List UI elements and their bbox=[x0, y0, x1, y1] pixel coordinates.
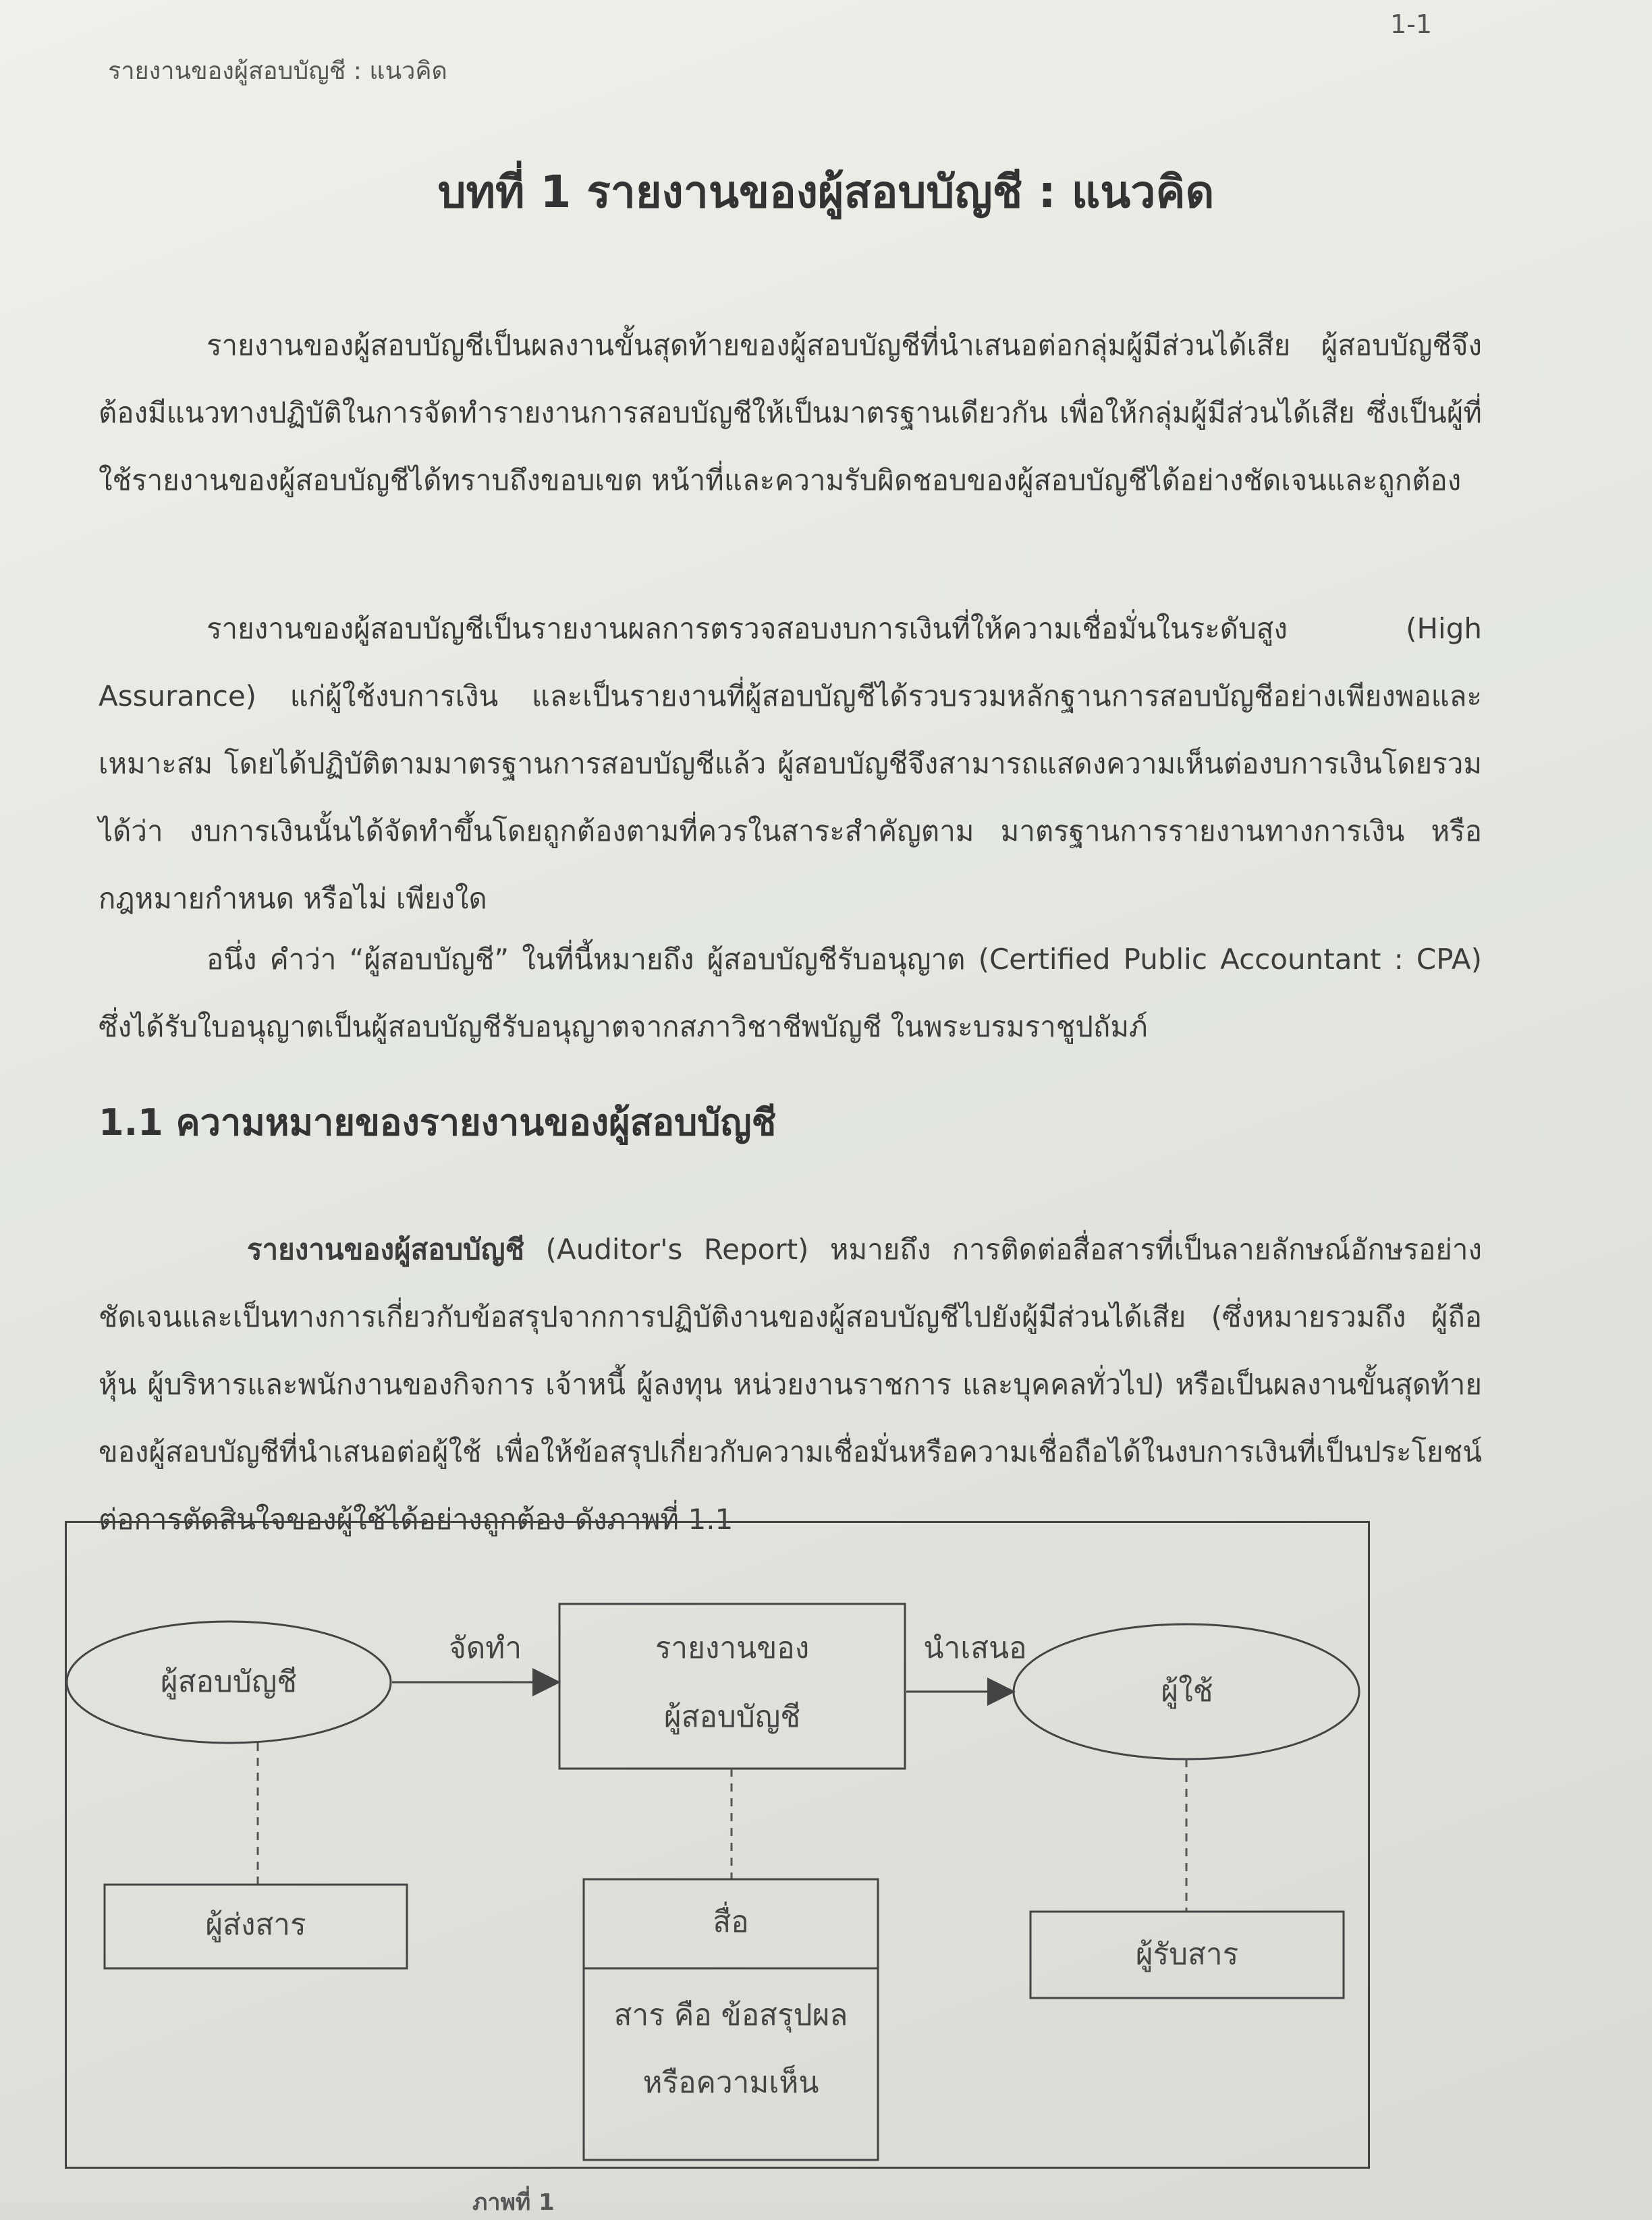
intro-paragraph-1: รายงานของผู้สอบบัญชีเป็นผลงานขั้นสุดท้ายของผู้สอบบัญชีที่นำเสนอต่อกลุ่มผู้มีส่วนได้เสีย ผู้สอบบัญชีจึงต้องมีแนวทางปฏิบัติในการจัดทำรายงานการสอบบัญชีให้เป็นมาตรฐานเดียวกัน เพื่อให้กลุ่มผู้มีส่วนได้เสีย ซึ่งเป็นผู้ที่ใช้รายงานของผู้สอบบัญชีได้ทราบถึงขอบเขต หน้าที่และความรับผิดชอบของผู้สอบบัญชีได้อย่างชัดเจนและถูกต้อง bbox=[99, 329, 1482, 497]
auditor-label: ผู้สอบบัญชี bbox=[160, 1665, 298, 1699]
definition-text: (Auditor's Report) หมายถึง การติดต่อสื่อสารที่เป็นลายลักษณ์อักษรอย่างชัดเจนและเป็นทางการเกี่ยวกับข้อสรุปจากการปฏิบัติงานของผู้สอบบัญชีไปยังผู้มีส่วนได้เสีย (ซึ่งหมายรวมถึง ผู้ถือหุ้น ผู้บริหารและพนักงานของกิจการ เจ้าหนี้ ผู้ลงทุน หน่วยงานราชการ และบุคคลทั่วไป) หรือเป็นผลงานขั้นสุดท้ายของผู้สอบบัญชีที่นำเสนอต่อผู้ใช้ เพื่อให้ข้อสรุปเกี่ยวกับความเชื่อมั่นหรือความเชื่อถือได้ในงบการเงินที่เป็นประโยชน์ต่อการตัดสินใจของผู้ใช้ได้อย่างถูกต้อง ดังภาพที่ 1.1 bbox=[99, 1233, 1482, 1536]
communication-diagram bbox=[65, 1521, 1370, 2169]
message-label-line1: สาร คือ ข้อสรุปผล bbox=[613, 1998, 848, 2032]
running-header: รายงานของผู้สอบบัญชี : แนวคิด bbox=[108, 57, 447, 85]
chapter-title: บทที่ 1 รายงานของผู้สอบบัญชี : แนวคิด bbox=[437, 166, 1215, 218]
present-label: นำเสนอ bbox=[923, 1631, 1027, 1665]
intro-paragraph-2: รายงานของผู้สอบบัญชีเป็นรายงานผลการตรวจสอบงบการเงินที่ให้ความเชื่อมั่นในระดับสูง (High Assurance) แก่ผู้ใช้งบการเงิน และเป็นรายงานที่ผู้สอบบัญชีได้รวบรวมหลักฐานการสอบบัญชีอย่างเพียงพอและเหมาะสม โดยได้ปฏิบัติตามมาตรฐานการสอบบัญชีแล้ว ผู้สอบบัญชีจึงสามารถแสดงความเห็นต่องบการเงินโดยรวมได้ว่า งบการเงินนั้นได้จัดทำขึ้นโดยถูกต้องตามที่ควรในสาระสำคัญตาม มาตรฐานการรายงานทางการเงิน หรือกฎหมายกำหนด หรือไม่ เพียงใด bbox=[99, 612, 1482, 915]
definition-term: รายงานของผู้สอบบัญชี bbox=[247, 1233, 525, 1266]
message-label-line2: หรือความเห็น bbox=[642, 2065, 819, 2100]
page-number: 1-1 bbox=[1390, 9, 1433, 39]
definition-paragraph bbox=[99, 1216, 1482, 1553]
section-heading: 1.1 ความหมายของรายงานของผู้สอบบัญชี bbox=[99, 1101, 777, 1144]
report-label-line1: รายงานของ bbox=[655, 1631, 810, 1665]
report-label-line2: ผู้สอบบัญชี bbox=[663, 1700, 801, 1734]
receiver-label: ผู้รับสาร bbox=[1135, 1937, 1239, 1972]
figure-caption: ภาพที่ 1 bbox=[472, 2189, 555, 2216]
prepare-label: จัดทำ bbox=[448, 1631, 522, 1665]
sender-label: ผู้ส่งสาร bbox=[205, 1908, 306, 1942]
intro-paragraph-3: อนึ่ง คำว่า “ผู้สอบบัญชี” ในที่นี้หมายถึง ผู้สอบบัญชีรับอนุญาต (Certified Public Accountant : CPA) ซึ่งได้รับใบอนุญาตเป็นผู้สอบบัญชีรับอนุญาตจากสภาวิชาชีพบัญชี ในพระบรมราชูปถัมภ์ bbox=[99, 943, 1482, 1043]
medium-label: สื่อ bbox=[713, 1905, 749, 1939]
user-label: ผู้ใช้ bbox=[1161, 1674, 1213, 1709]
